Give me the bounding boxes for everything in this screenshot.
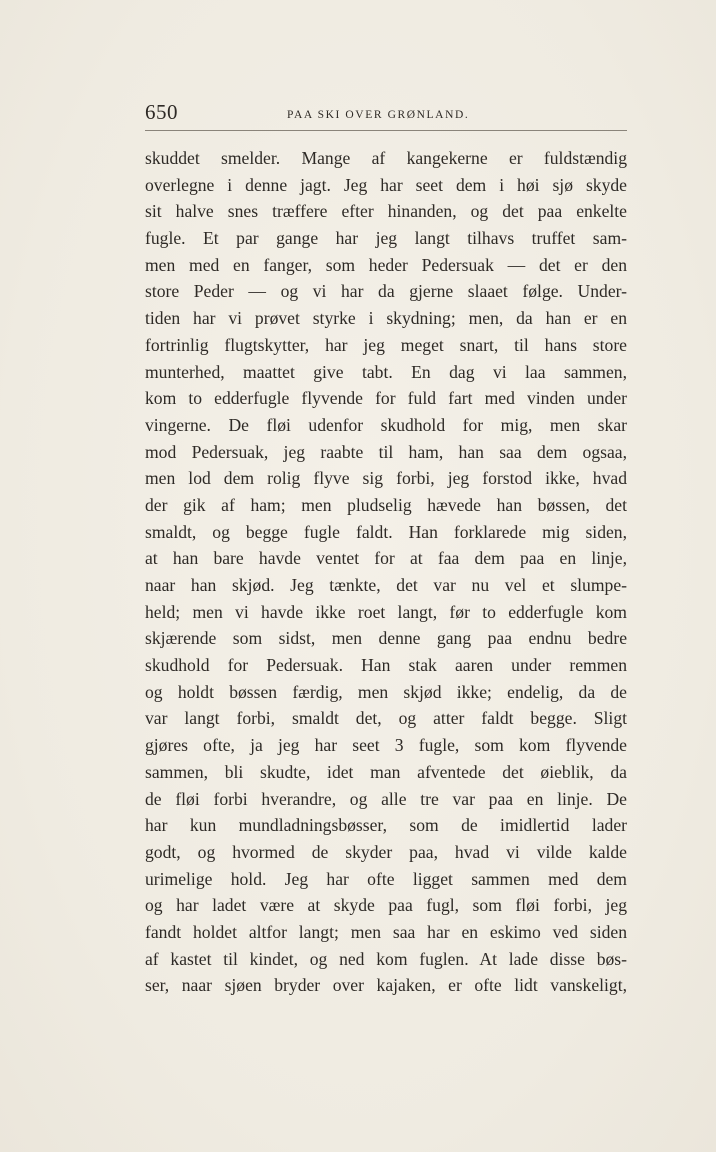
text-line: sammen, bli skudte, idet man afventede det øieblik, da [145, 761, 627, 782]
text-line: ser, naar sjøen bryder over kajaken, er ofte lidt vanskeligt, [145, 975, 627, 996]
body-text [145, 145, 627, 999]
text-line: held; men vi havde ikke roet langt, før to edderfugle kom [145, 601, 627, 622]
text-line: store Peder — og vi har da gjerne slaaet følge. Under- [145, 281, 627, 302]
text-line: sit halve snes træffere efter hinanden, og det paa enkelte [145, 201, 627, 222]
text-line: men lod dem rolig flyve sig forbi, jeg forstod ikke, hvad [145, 468, 627, 489]
text-line: at han bare havde ventet for at faa dem paa en linje, [145, 548, 627, 569]
text-line: skjærende som sidst, men denne gang paa endnu bedre [145, 628, 627, 649]
page-number: 650 [145, 100, 178, 124]
text-line: var langt forbi, smaldt det, og atter faldt begge. Sligt [145, 708, 627, 729]
text-line: kom to edderfugle flyvende for fuld fart med vinden under [145, 388, 627, 409]
text-line: af kastet til kindet, og ned kom fuglen. At lade disse bøs- [145, 948, 627, 969]
text-line: de fløi forbi hverandre, og alle tre var paa en linje. De [145, 788, 627, 809]
text-line: og holdt bøssen færdig, men skjød ikke; endelig, da de [145, 681, 627, 702]
text-line: har kun mundladningsbøsser, som de imidlertid lader [145, 815, 627, 836]
text-line: naar han skjød. Jeg tænkte, det var nu vel et slumpe- [145, 575, 627, 595]
header-rule [145, 130, 627, 131]
text-line: skudhold for Pedersuak. Han stak aaren under remmen [145, 655, 627, 676]
text-line: skuddet smelder. Mange af kangekerne er fuldstændig [145, 148, 627, 168]
text-line: munterhed, maattet give tabt. En dag vi laa sammen, [145, 361, 627, 382]
text-line: overlegne i denne jagt. Jeg har seet dem i høi sjø skyde [145, 174, 627, 195]
text-line: fugle. Et par gange har jeg langt tilhavs truffet sam- [145, 228, 627, 249]
text-line: urimelige hold. Jeg har ofte ligget sammen med dem [145, 868, 627, 889]
text-line: fortrinlig flugtskytter, har jeg meget snart, til hans store [145, 334, 627, 355]
text-line: vingerne. De fløi udenfor skudhold for mig, men skar [145, 414, 627, 435]
text-line: tiden har vi prøvet styrke i skydning; men, da han er en [145, 308, 627, 329]
running-head: PAA SKI OVER GRØNLAND. [287, 109, 470, 121]
text-line: gjøres ofte, ja jeg har seet 3 fugle, som kom flyvende [145, 735, 627, 756]
text-line: men med en fanger, som heder Pedersuak — det er den [145, 254, 627, 275]
text-line: og har ladet være at skyde paa fugl, som fløi forbi, jeg [145, 895, 627, 916]
text-line: smaldt, og begge fugle faldt. Han forklarede mig siden, [145, 521, 627, 542]
text-line: fandt holdet altfor langt; men saa har en eskimo ved siden [145, 921, 627, 942]
page-header [145, 100, 627, 128]
text-line: godt, og hvormed de skyder paa, hvad vi vilde kalde [145, 841, 627, 862]
text-line: der gik af ham; men pludselig hævede han bøssen, det [145, 494, 627, 515]
text-line: mod Pedersuak, jeg raabte til ham, han saa dem ogsaa, [145, 441, 627, 462]
